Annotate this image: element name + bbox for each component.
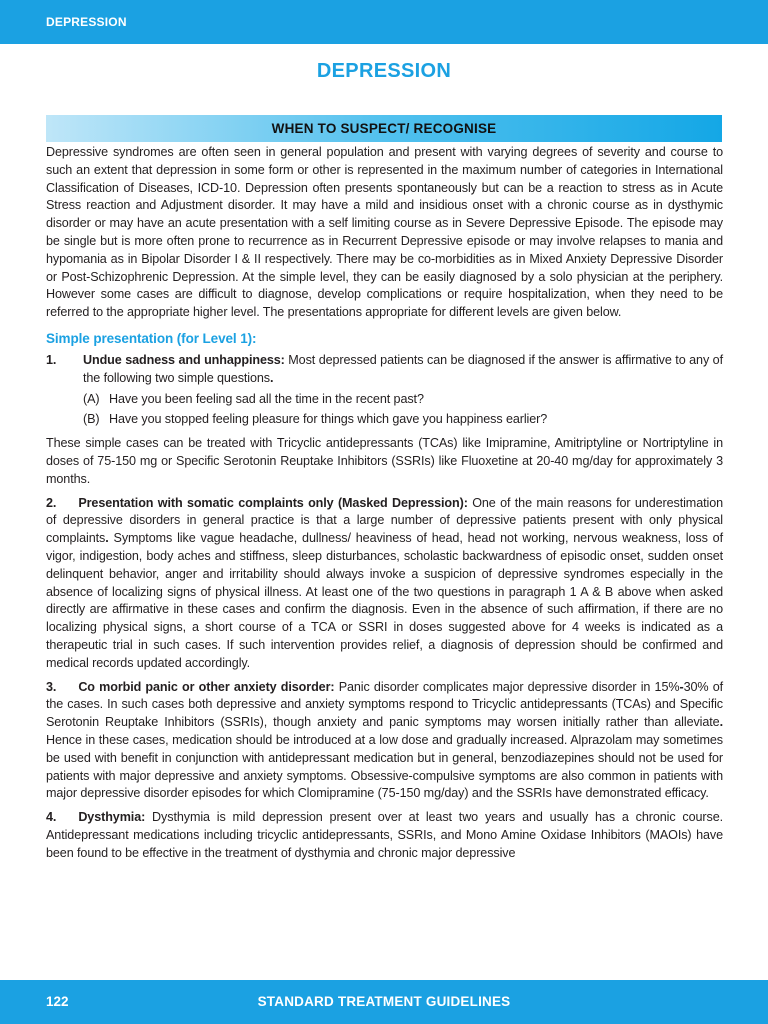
item-1 [46,352,723,388]
item-3 [46,679,723,804]
question-a-label: (A) [83,391,100,406]
item-2-text-1: One of the main reasons for underestimation of depressive disorders in general practice is that a large number of depressive patients present with only physical complaints [46,495,724,546]
item-1-number: 1. [46,352,57,367]
item-3-dot: . [719,715,723,730]
question-b-label: (B) [83,412,100,427]
item-3-text-3: Hence in these cases, medication should be introduced at a low dose and gradually increased. Alprazolam may sometimes be used with benefit in conjunction with antidepressant medication but in general, benzodiazepines should not be used for patients with major depressive and anxiety symptoms. Obsessive-compulsive symptoms are also common in patients with major depressive disorder episodes for which Clomipramine (75-150 mg/day) and the SSRIs have demonstrated efficacy. [46,732,723,801]
section-banner: WHEN TO SUSPECT/ RECOGNISE [46,115,722,142]
item-2-dot: . [105,531,109,546]
item-3-heading: Co morbid panic or other anxiety disorder: [78,679,335,694]
item-2-number: 2. [46,495,57,510]
footer-bar [0,980,768,1024]
page-title: DEPRESSION [316,60,452,82]
item-3-text-2: 30% of the cases. In such cases both depressive and anxiety symptoms respond to Tricyclic antidepressants (TCAs) and Specific Serotonin Reuptake Inhibitors (SSRIs), though anxiety and panic symptoms may worsen initially rather than alleviate [46,679,723,730]
item-4-number: 4. [46,810,57,825]
item-4-heading: Dysthymia: [78,810,146,825]
intro-paragraph: Depressive syndromes are often seen in general population and present with varying degrees of severity and course to such an extent that depression in some form or other is represented in the maximum number of categories in International Classification of Diseases, ICD-10. Depression often presents spontaneously but can be a reaction to stress as in Acute Stress reaction and Adjustment disorder. It may have a mild and insidious onset with a chronic course as in dysthymic disorder or may have an acute presentation with a self limiting course as in Severe Depressive Episode. The episode may be single but is more often prone to recurrence as in Recurrent Depressive episode or may involve relapses to mania and hypomania as in Bipolar Disorder I & II respectively. There may be co-morbidities as in Mixed Anxiety Depressive Disorder or Post-Schizophrenic Depression. At the simple level, they can be easily diagnosed by a solo physician at the periphery. However some cases are difficult to diagnose, develop complications or require hospitalization, when they need to be referred to the appropriate higher level. The presentations appropriate for different levels are given below. [46,145,723,320]
simple-presentation-heading: Simple presentation (for Level 1): [46,330,257,346]
item-2 [46,495,723,673]
treatment-paragraph: These simple cases can be treated with Tricyclic antidepressants (TCAs) like Imipramine, Amitriptyline or Nortriptyline in doses of 75-150 mg or Specific Serotonin Reuptake Inhibitors (SSRIs) like Fluoxetine at 20-40 mg/day for approximately 3 months. [46,436,723,486]
item-3-text-1: Panic disorder complicates major depressive disorder in 15% [334,679,680,694]
item-4-text: Dysthymia is mild depression present over at least two years and usually has a chronic course. Antidepressant medications including tricyclic antidepressants, SSRIs, and Mono Amine Oxidase Inhibitors (MAOIs) have been found to be effective in the treatment of dysthymia and chronic major depressive [46,810,723,860]
question-b-text: Have you stopped feeling pleasure for things which gave you happiness earlier? [109,412,548,427]
item-4 [46,809,723,862]
page-number: 122 [46,994,69,1009]
item-1-end: . [270,370,274,385]
item-2-heading: Presentation with somatic complaints only (Masked Depression): [78,495,468,510]
item-1-text: Most depressed patients can be diagnosed if the answer is affirmative to any of the following two simple questions [83,352,723,385]
section-label: DEPRESSION [46,15,127,29]
item-3-number: 3. [46,679,57,694]
question-b [46,411,723,429]
item-1-heading: Undue sadness and unhappiness: [83,352,285,367]
question-a [46,391,723,409]
header-bar [0,0,768,44]
main-content [46,144,723,862]
item-2-text-2: Symptoms like vague headache, dullness/ heaviness of head, head not working, nervous weakness, loss of vigor, indigestion, body aches and stiffness, sleep disturbances, scholastic backwardness of episodic onset, sudden onset delinquent behavior, anger and irritability should always invoke a suspicion of depressive syndromes especially in the absence of localizing signs of physical illness. At least one of the two questions in paragraph 1 A & B above when asked directly are affirmative in these cases and confirm the diagnosis. Even in the absence of such affirmation, if there are no localizing physical signs, a short course of a TCA or SSRI in doses suggested above for 4 weeks is indicated as a therapeutic trial in such cases. If such intervention provides relief, a diagnosis of depression should be confirmed and medical records updated accordingly. [46,531,723,670]
footer-title: STANDARD TREATMENT GUIDELINES [257,994,511,1009]
question-a-text: Have you been feeling sad all the time in the recent past? [109,391,424,406]
item-3-dash: - [679,679,684,694]
